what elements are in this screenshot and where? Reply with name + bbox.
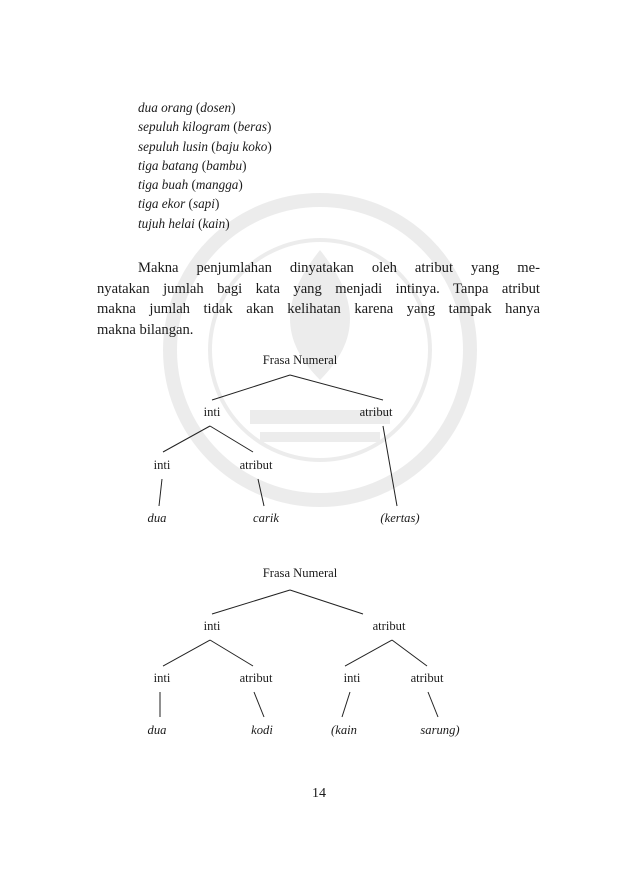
tree-node-sub-atribut: atribut — [239, 671, 273, 685]
tree-leaf: (kertas) — [380, 511, 420, 525]
example-item: sepuluh kilogram (beras) — [138, 119, 272, 135]
tree-node-sub-inti: inti — [153, 671, 171, 685]
example-item: tiga ekor (sapi) — [138, 196, 220, 212]
paragraph-line: nyatakan jumlah bagi kata yang menjadi intinya. Tanpa atribut — [97, 280, 540, 297]
tree-leaf: carik — [253, 511, 279, 525]
tree-leaf: kodi — [251, 723, 273, 737]
example-item: tiga buah (mangga) — [138, 177, 243, 193]
tree-leaf: (kain — [331, 723, 357, 737]
example-item: sepuluh lusin (baju koko) — [138, 138, 272, 154]
tree-node-sub-atribut: atribut — [410, 671, 444, 685]
tree-node-sub-inti: inti — [153, 458, 171, 472]
tree-leaf: dua — [147, 511, 167, 525]
example-item: tiga batang (bambu) — [138, 157, 247, 173]
tree-node-sub-atribut: atribut — [239, 458, 273, 472]
tree-leaf: dua — [147, 723, 167, 737]
tree-node-root: Frasa Numeral — [262, 566, 338, 580]
tree-node-atribut: atribut — [372, 619, 406, 633]
tree-node-inti: inti — [203, 405, 221, 419]
tree-node-sub-inti: inti — [343, 671, 361, 685]
page-number: 14 — [312, 786, 326, 801]
tree-node-root: Frasa Numeral — [262, 353, 338, 367]
tree-node-inti: inti — [203, 619, 221, 633]
paragraph-line: makna jumlah tidak akan kelihatan karena yang tampak hanya — [97, 301, 540, 318]
paragraph-line: makna bilangan. — [97, 321, 194, 338]
tree-leaf: sarung) — [420, 723, 460, 737]
example-item: tujuh helai (kain) — [138, 215, 230, 231]
paragraph-line: Makna penjumlahan dinyatakan oleh atribut yang me- — [138, 260, 540, 276]
example-item: dua orang (dosen) — [138, 100, 236, 115]
tree-node-atribut: atribut — [359, 405, 393, 419]
